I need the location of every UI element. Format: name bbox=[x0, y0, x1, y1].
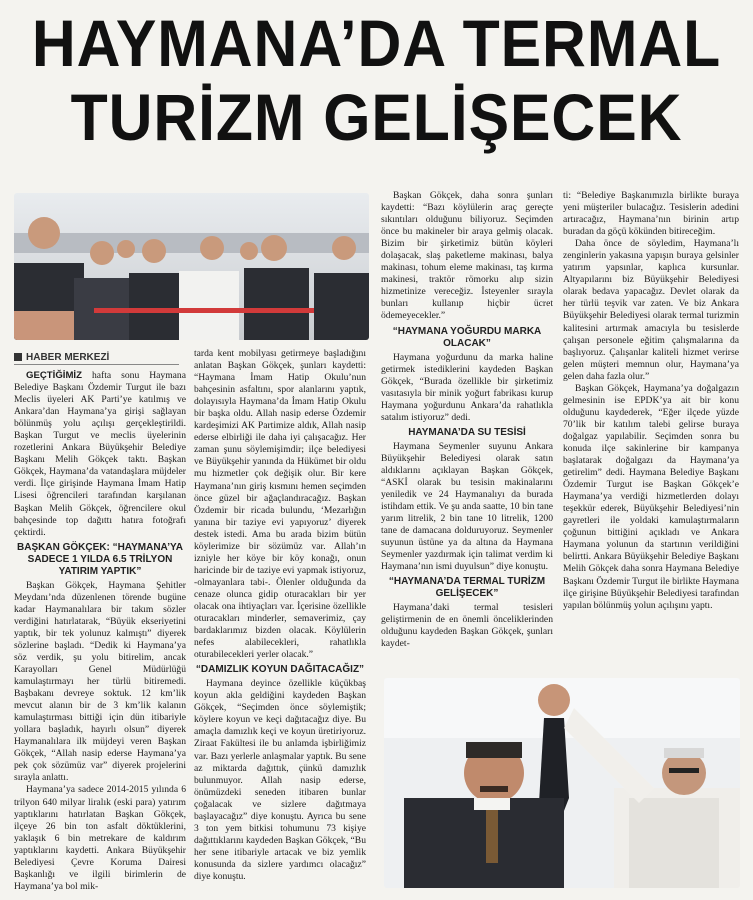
col2-subhead-1: “DAMIZLIK KOYUN DAĞITACAĞIZ” bbox=[195, 664, 365, 676]
byline bbox=[14, 352, 109, 363]
column-4 bbox=[563, 190, 739, 612]
headline-line-2: TURİZM GELİŞECEK bbox=[70, 80, 683, 154]
headline-line-1: HAYMANA’DA TERMAL bbox=[31, 6, 722, 80]
handshake-photo bbox=[384, 678, 740, 888]
col3-paragraph-4: Haymana’daki termal tesisleri geliştirmenin de en önemli önceliklerinden olduğunu kaydeden Başkan Gökçek, şunları kaydet- bbox=[381, 602, 553, 650]
col1-subhead-1: BAŞKAN GÖKÇEK: “HAYMANA’YA SADECE 1 YILDA 6.5 TRİLYON YATIRIM YAPTIK” bbox=[17, 541, 183, 577]
col2-paragraph-2: Haymana deyince özellikle küçükbaş koyun akla geldiğini kaydeden Başkan Gökçek, “Seçimden önce söylemiştik; köylere koyun ve keçi dağıtacağız diye. Bu amaçla damızlık keçi ve koyun üretiriyoruz. Ziraat Fakültesi ile bu anlamda işbirliğimiz var. Bazı yerlerle anlaşmalar yaptık. Bu sene az miktarda dağıttık, çünkü damızlık bulunmuyor. Allah nasip ederse, önümüzdeki seneden itibaren bunlar çoğalacak ve sizlere dağıtmaya başlayacağız” diye konuştu. Ayrıca bu sene 3 ton yem bitkisi tohumunu 73 kişiye dağıttıklarını kaydeden Başkan Gökçek, “Bu her sene itibariyle artacak ve biz yemlik konusunda da sizlere yardımcı olacağız” diye konuştu. bbox=[194, 678, 366, 882]
col3-subhead-1: “HAYMANA YOĞURDU MARKA OLACAK” bbox=[392, 325, 542, 349]
col1-paragraph-1: hafta sonu Haymana Belediye Başkanı Özdemir Turgut ile bazı Meclis üyeleri AK Parti’ye katılmış ve Ankara’dan Haymana’ya girişi sağlayan bölünmüş yolu açılışı gerçekleştirildi. Başkan Turgut ve meclis üyelerinin rozetlerini Ankara Büyükşehir Belediye Başkanı Melih Gökçek taktı. Başkan Gökçek, Haymana’da vatandaşlara müjdeler verdi. İlçe girişinde Haymana İmam Hatip Lisesi öğrencileri tarafından karşılanan Başkan Melih Gökçek, öğrencilere okul bahçesinde top dağıttı hatıra fotoğrafı çektirdi. bbox=[14, 370, 186, 538]
byline-square-icon bbox=[14, 353, 22, 361]
byline-rule bbox=[14, 364, 179, 365]
column-3 bbox=[381, 190, 553, 651]
col4-paragraph-2: Daha önce de söyledim, Haymana’lı zenginlerin yakasına yapışın buraya gelsinler yatırım yapsınlar, kaplıca kursunlar. Altyapılarını biz Büyükşehir Belediyesi olarak bedava yapacağız. Devlet olarak da her türlü teşvik var zaten. Ve biz Ankara Büyükşehir Belediyesi olarak termal turizmin kalitesini artırmak amacıyla bu tesislerde çalışan personele eğitim çalışmalarına da başlıyoruz. Çalışanlar kaliteli hizmet verirse gelen müşteri memnun olur, Haymana’ya gelen daha fazla olur.” bbox=[563, 238, 739, 382]
col1-paragraph-3: Haymana’ya sadece 2014-2015 yılında 6 trilyon 640 milyar liralık (eski para) yatırım yaptıklarını hatırlatan Başkan Gökçek, ilçeye 26 bin ton asfalt döktüklerini, yaklaşık 6 bin metrekare de kaldırım yaptıklarını kaydetti. Ankara Büyükşehir Belediyesi Çevre Koruma Dairesi Başkanlığı ve ilgili birimlerin de Haymana’ya bol mik- bbox=[14, 784, 186, 892]
col4-paragraph-1: ti: “Belediye Başkanımızla birlikte buraya yeni müşteriler bulacağız. Tesislerin adedini artıracağız, Haymana’nın birinin artıp buradan da göçü kökünden bitireceğim. bbox=[563, 190, 739, 238]
col1-paragraph-2: Başkan Gökçek, Haymana Şehitler Meydanı’nda düzenlenen törende bugüne kadar Haymanalılara bir takım sözler verdiğini hatırlatarak, “Büyük ekseriyetini yaptık, bir tek yolunuz kalmıştı” diyerek sözlerine başladı. “Dedik ki Haymana’ya söz verdik, şu yolu bitirelim, ancak Karayolları Genel Müdürlüğü kamulaştırmayı her türlü bitiremedi. Başbakanı devreye soktuk. 12 km’lik mevcut alanın bir de 3 km’lik kalanın kamulaştırması bittiği için dün itibariyle yollara başladık, hayırlı olsun” diyerek Haymanalılara ilk müjdeyi veren Başkan Gökçek, “Allah nasip ederse Haymana’ya pek çok sözümüz var” diyerek projelerini sırayla anlattı. bbox=[14, 579, 186, 784]
column-2 bbox=[194, 348, 366, 883]
col3-paragraph-2: Haymana yoğurdunu da marka haline getirmek istediklerini kaydeden Başkan Gökçek, “Burada özellikle bir şirketimiz vasıtasıyla bir minik yoğurt fabrikası kurup Haymana yoğurdunu Ankara’da rahatlıkla satalım istiyoruz” dedi. bbox=[381, 351, 553, 423]
col3-paragraph-1: Başkan Gökçek, daha sonra şunları kaydetti: “Bazı köylülerin araç gereçte sıkıntıları olduğunu biliyoruz. Seçimden önce bu makineler bir araya gelmiş olacak. Bizim bir şirketimiz bütün köyleri dolaşacak, slaş paketleme makinası, balya makinası, tohum eleme makinası, taş kırma makinesi, traktör römorku alıp sizin hizmetinize vereceğiz. İsteyenler sırayla bunları kullanıp hiçbir ücret ödemeyecekler.” bbox=[381, 190, 553, 322]
col3-subhead-2: HAYMANA’DA SU TESİSİ bbox=[408, 426, 526, 438]
col4-paragraph-3: Başkan Gökçek, Haymana’ya doğalgazın gelmesinin ise EPDK’ya ait bir konu olduğunu kaydederek, “Eğer ilçede yüzde 70’lik bir katılım talebi gelirse buraya doğalgaz yapılabilir. Seçimden sonra bu konuda ilçe sakinlerine bir kampanya başlatarak doğalgazı da Haymana’ya getirelim” dedi. Haymana Belediye Başkanı Özdemir Turgut ise Başkan Gökçek’e Haymana’ya verdiği hizmetlerden dolayı teşekkür ederek, Büyükşehir Belediyesi’nin gayretleri ile yoldaki kamulaştırmaların çoğunun bittiğini açıkladı ve Ankara Haymana yolunun da startının verildiğini belirtti. Ankara Büyükşehir Belediye Başkanı Melih Gökçek daha sonra Haymana Belediye Başkanı Özdemir Turgut ile birlikte Haymana ilçe girişine Büyükşehir Belediyesi tarafından yapılan bölünmüş yolun açılışını yaptı. bbox=[563, 382, 739, 611]
col3-subhead-3: “HAYMANA’DA TERMAL TURİZM GELİŞECEK” bbox=[388, 576, 546, 600]
col3-paragraph-3: Haymana Seymenler suyunu Ankara Büyükşehir Belediyesi olarak satın aldıklarını açıklayan Başkan Gökçek, “ASKİ olarak bu tesisin makinalarını yeniledik ve 24 Haymanalıyı da burada istihdam ettik. Ve şu anda saatte, 10 bin tane yarım litrelik, 2 bin tane 10 litrelik, 1200 tane de damacana dolduruyoruz. Seymenler suyunun üstüne ya da altına da Haymana Seymenler yazdırmak için talimat verdim ki Haymana’nın ismi duyulsun” diye konuştu. bbox=[381, 440, 553, 573]
lead-word: GEÇTİĞİMİZ bbox=[26, 370, 82, 381]
column-1 bbox=[14, 370, 186, 893]
ceremony-photo bbox=[14, 193, 369, 340]
byline-text: HABER MERKEZİ bbox=[26, 352, 110, 363]
col2-paragraph-1: tarda kent mobilyası getirmeye başladığını anlatan Başkan Gökçek, şunları kaydetti: “Haymana İmam Hatip Okulu’nun bahçesinin asfaltını, spor alanlarını yaptık, dolayısıyla Haymana’da İmam Hatip Okulu bir başka oldu. Allah nasip ederse Özdemir kardeşimizi AK Partimize aldık, Allah nasip ederse elbirliği ile daha iyi çalışacağız. Her zaman şunu söylemişimdir; ilçe belediyesi ve Büyükşehir yanında da Hükümet bir oldu mu hizmetler çok değişik olur. Bir kere Haymana’nın giriş kısmını hemen seçimden önce güzel bir ağaçlandıracağız. Başkan Özdemir bir ricada bulundu, ‘Mezarlığın yanına bir taziye evi yapıyoruz’ diyerek destek istedi. Ama bu arada bizim bütün köylerimize bir sözümüz var. Allah’ın izniyle her köye bir köy konağı, onun haricinde bir de taziye evi yapmak istiyoruz, -olmayanlara tabi-. Ölenler olduğunda da cenaze olunca gidip oturacakları bir yer olacak ona ihtiyaçları var. İçerisine özellikle oturacakları minderler, semaverimiz, çay bardaklarımız bizden olacak. Köylülerin nefes alabilecekleri, rahatlıkla oturabilecekleri yerler olacak.” bbox=[194, 348, 366, 661]
